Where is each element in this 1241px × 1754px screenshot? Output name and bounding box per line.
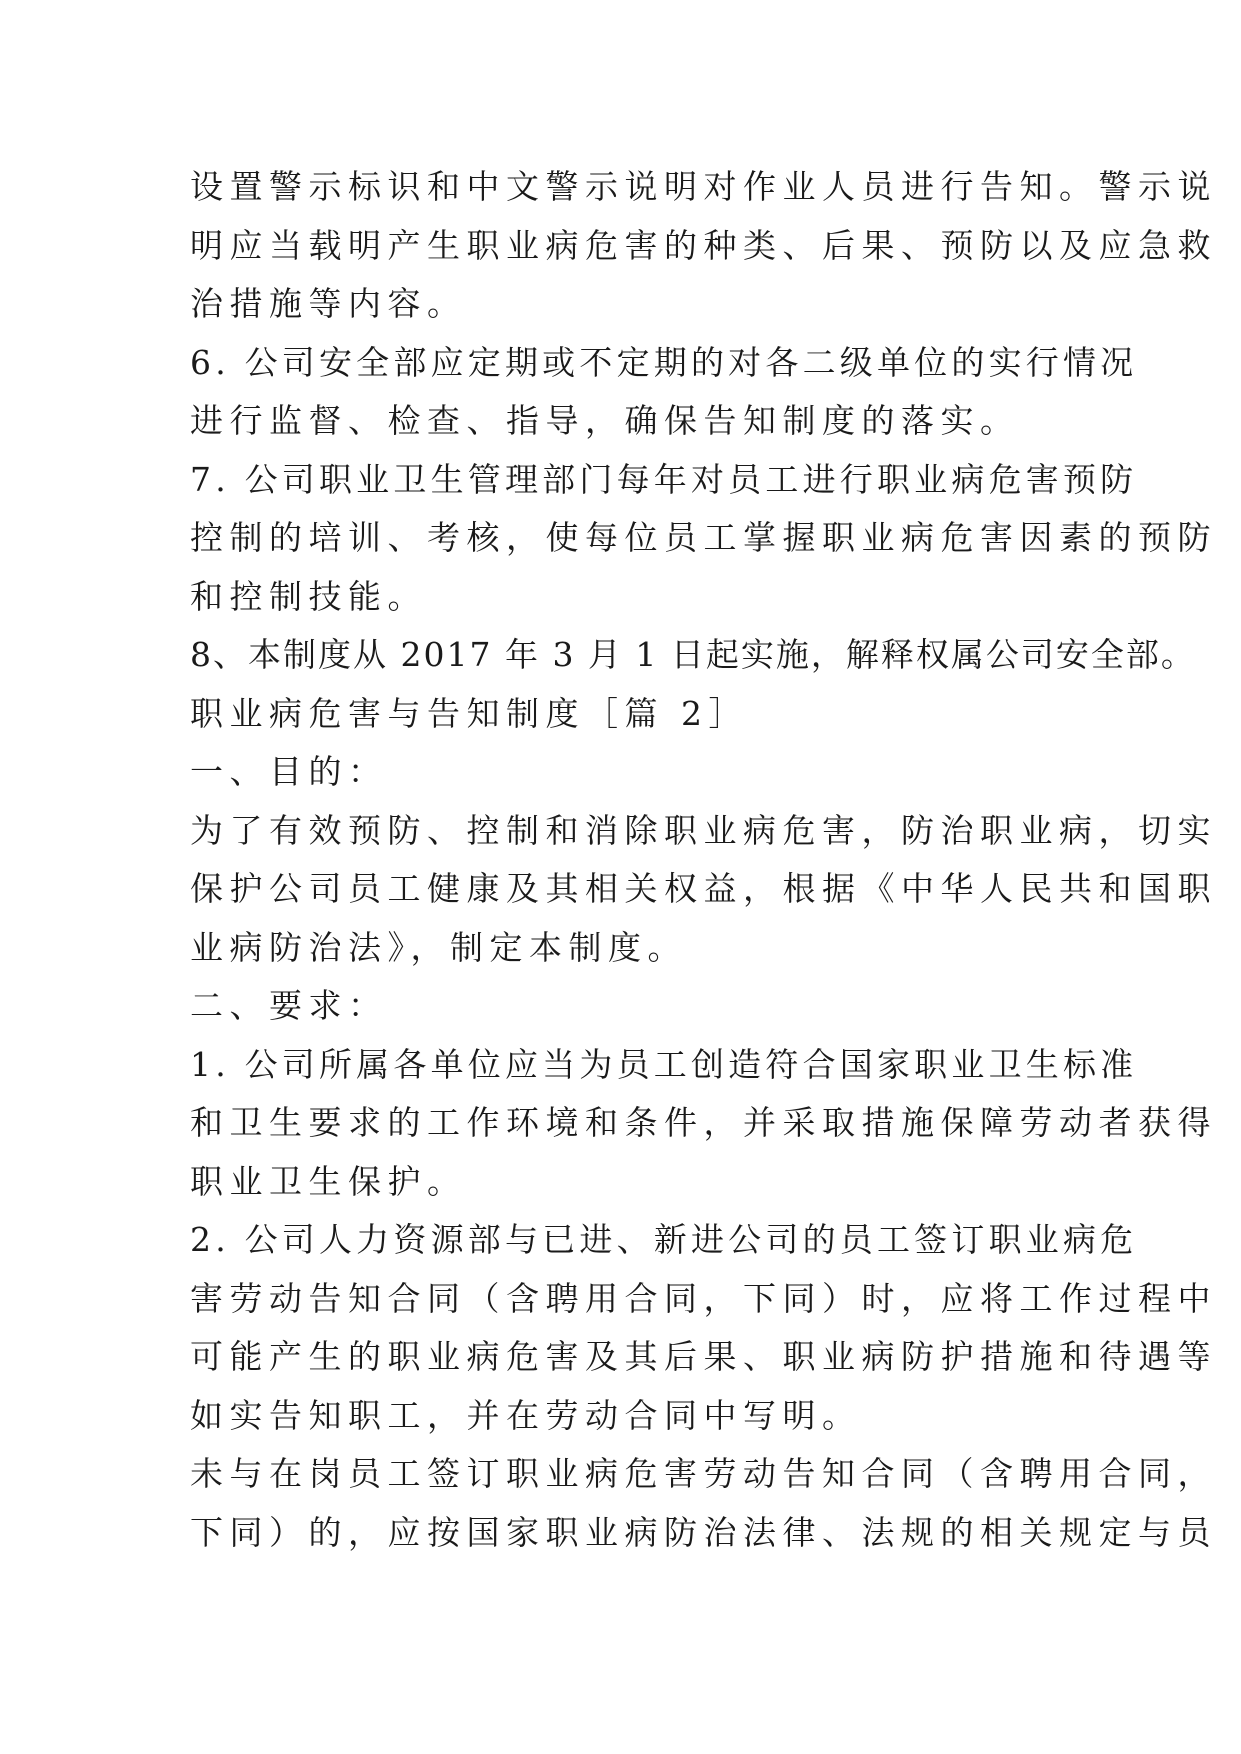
subheading: 一、目的： <box>190 752 388 791</box>
text-line: 控制的培训、考核，使每位员工掌握职业病危害因素的预防 <box>190 518 1217 557</box>
subheading: 二、要求： <box>190 986 388 1025</box>
text-line: 下同）的，应按国家职业病防治法律、法规的相关规定与员 <box>190 1512 1217 1552</box>
text-line: 治措施等内容。 <box>190 284 467 323</box>
text-line: 进行监督、检查、指导，确保告知制度的落实。 <box>190 401 1020 440</box>
text-line: 明应当载明产生职业病危害的种类、后果、预防以及应急救 <box>190 225 1217 265</box>
text-line: 2. 公司人力资源部与已进、新进公司的员工签订职业病危 <box>190 1220 1138 1259</box>
text-line: 业病防治法》，制定本制度。 <box>190 927 687 967</box>
text-line: 为了有效预防、控制和消除职业病危害，防治职业病，切实 <box>190 810 1217 850</box>
text-line: 6. 公司安全部应定期或不定期的对各二级单位的实行情况 <box>190 342 1138 382</box>
text-line: 8、本制度从 2017 年 3 月 1 日起实施，解释权属公司安全部。 <box>190 635 1196 674</box>
text-line: 和控制技能。 <box>190 576 427 616</box>
text-line: 和卫生要求的工作环境和条件，并采取措施保障劳动者获得 <box>190 1103 1217 1142</box>
text-line: 职业卫生保护。 <box>190 1161 467 1201</box>
text-line: 保护公司员工健康及其相关权益，根据《中华人民共和国职 <box>190 869 1217 908</box>
text-line: 7. 公司职业卫生管理部门每年对员工进行职业病危害预防 <box>190 459 1138 499</box>
text-line: 如实告知职工，并在劳动合同中写明。 <box>190 1395 862 1435</box>
document-body <box>190 158 1217 1562</box>
text-line: 1. 公司所属各单位应当为员工创造符合国家职业卫生标准 <box>190 1044 1138 1084</box>
text-line: 未与在岗员工签订职业病危害劳动告知合同（含聘用合同， <box>190 1454 1217 1493</box>
text-line: 设置警示标识和中文警示说明对作业人员进行告知。警示说 <box>190 167 1217 206</box>
section-heading: 职业病危害与告知制度［篇 2］ <box>190 693 748 733</box>
text-line: 可能产生的职业病危害及其后果、职业病防护措施和待遇等 <box>190 1337 1217 1376</box>
text-line: 害劳动告知合同（含聘用合同，下同）时，应将工作过程中 <box>190 1278 1217 1318</box>
